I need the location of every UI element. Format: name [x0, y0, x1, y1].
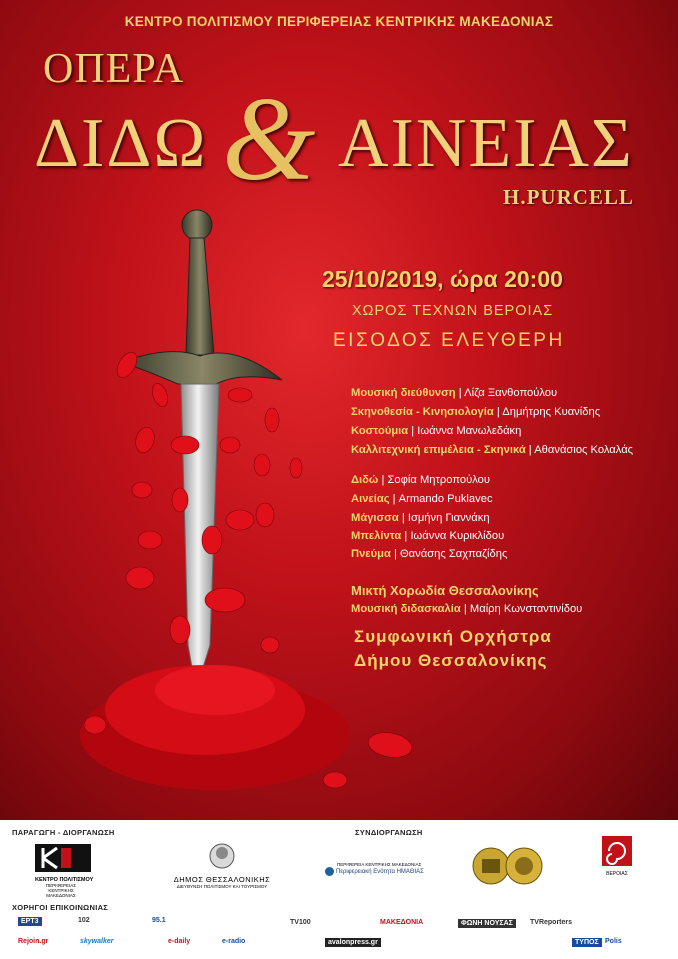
sponsor-logo: ΤΥΠΟΣ [572, 938, 602, 947]
crew-role: Σκηνοθεσία - Κινησιολογία [351, 406, 494, 418]
crew-name: Ιωάννα Μανωλεδάκη [417, 425, 522, 437]
kentro-logo-sub: ΠΕΡΙΦΕΡΕΙΑΣ ΚΕΝΤΡΙΚΗΣ ΜΑΚΕΔΟΝΙΑΣ [45, 883, 77, 898]
cast-item: Μπελίντα | Ιωάννα Κυρικλίδου [351, 530, 505, 542]
sponsor-logo: Rejoin.gr [18, 938, 49, 945]
sponsor-logo: Polis [605, 938, 622, 945]
perifereia-logo-text: Περιφερειακή Ενότητα ΗΜΑΘΙΑΣ [336, 868, 424, 875]
crew-role: Κοστούμια [351, 425, 409, 437]
sponsor-logo: ΕΡΤ3 [18, 917, 42, 926]
cast-role: Πνεύμα [351, 548, 391, 560]
crew-item: Σκηνοθεσία - Κινησιολογία | Δημήτρης Κυανίδης [351, 406, 601, 418]
title-aineias: ΑΙΝΕΙΑΣ [338, 105, 634, 182]
sponsor-logo: MAKEΔONIA [380, 919, 424, 926]
organizer-line: ΚΕΝΤΡΟ ΠΟΛΙΤΙΣΜΟΥ ΠΕΡΙΦΕΡΕΙΑΣ ΚΕΝΤΡΙΚΗΣ ΜΑΚΕΔΟΝΙΑΣ [124, 14, 554, 29]
media-sponsors-label: ΧΟΡΗΓΟΙ ΕΠΙΚΟΙΝΩΝΙΑΣ [12, 903, 109, 912]
veroia-logo-text: ΒΕΡΟΙΑΣ [606, 871, 628, 877]
sponsor-logo: 102 [78, 917, 90, 924]
cast-name: Θανάσης Σαχπαζίδης [399, 548, 508, 560]
cast-item: Μάγισσα | Ισμήνη Γιαννάκη [351, 512, 490, 524]
cast-item: Διδώ | Σοφία Μητροπούλου [351, 474, 491, 486]
event-date-time: 25/10/2019, ώρα 20:00 [322, 266, 563, 292]
perifereia-logo [325, 862, 455, 876]
crew-role: Καλλιτεχνική επιμέλεια - Σκηνικά [351, 444, 526, 456]
kentro-logo-text: ΚΕΝΤΡΟ ΠΟΛΙΤΙΣΜΟΥ [35, 877, 94, 883]
cast-name: Ισμήνη Γιαννάκη [407, 512, 490, 524]
sponsor-logo: TVReporters [530, 919, 573, 926]
choir-name: Μικτή Χορωδία Θεσσαλονίκης [351, 583, 539, 598]
composer: H.PURCELL [503, 185, 634, 209]
orchestra-line1: Συμφωνική Ορχήστρα [354, 627, 552, 646]
title-dido: ΔΙΔΩ [34, 105, 208, 182]
perifereia-logo-top: ΠΕΡΙΦΕΡΕΙΑ ΚΕΝΤΡΙΚΗΣ ΜΑΚΕΔΟΝΙΑΣ [337, 862, 422, 867]
sponsor-logo: ΦΩΝΗ ΝΟΥΣΑΣ [458, 919, 516, 928]
sponsor-logo: e-daily [168, 938, 191, 945]
petal-mound [155, 665, 275, 715]
veroia-logo [597, 836, 637, 877]
cast-name: Armando Puklavec [398, 493, 493, 505]
sponsor-logo: 95.1 [152, 917, 166, 924]
kentro-logo-icon [35, 844, 91, 872]
veroia-spiral-icon [602, 836, 632, 866]
opera-label: ΟΠΕΡΑ [43, 46, 185, 92]
choir-teacher-role: Μουσική διδασκαλία [351, 603, 461, 615]
kentro-logo [35, 844, 97, 898]
dimos-logo [162, 842, 282, 889]
sponsor-logo: TV100 [290, 919, 311, 926]
sword-pommel [182, 210, 212, 240]
sponsor-logo: e-radio [222, 938, 246, 945]
perifereia-emblem-icon [325, 867, 334, 876]
cast-role: Διδώ [351, 474, 379, 486]
event-entry: ΕΙΣΟΔΟΣ ΕΛΕΥΘΕΡΗ [333, 330, 565, 351]
production-label: ΠΑΡΑΓΩΓΗ - ΔΙΟΡΓΑΝΩΣΗ [12, 828, 115, 837]
cast-item: Πνεύμα | Θανάσης Σαχπαζίδης [351, 548, 508, 560]
sponsor-logo: skywalker [80, 938, 114, 945]
title-ampersand: & [222, 72, 316, 205]
sword-grip [186, 238, 214, 355]
choir-teacher-name: Μαίρη Κωνσταντινίδου [469, 603, 583, 615]
coins-logo [472, 846, 544, 886]
crew-item: Μουσική διεύθυνση | Λίζα Ξανθοπούλου [351, 387, 558, 399]
crew-role: Μουσική διεύθυνση [351, 387, 456, 399]
cast-role: Μάγισσα [351, 512, 399, 524]
crew-name: Αθανάσιος Κολαλάς [534, 444, 634, 456]
crew-name: Δημήτρης Κυανίδης [502, 406, 601, 418]
cast-item: Αινείας | Armando Puklavec [351, 493, 493, 505]
crew-item: Καλλιτεχνική επιμέλεια - Σκηνικά | Αθανάσιος Κολαλάς [351, 444, 634, 456]
dimos-logo-text: ΔΗΜΟΣ ΘΕΣΣΑΛΟΝΙΚΗΣ [173, 875, 271, 884]
cast-name: Ιωάννα Κυρικλίδου [410, 530, 505, 542]
event-venue: ΧΩΡΟΣ ΤΕΧΝΩΝ ΒΕΡΟΙΑΣ [352, 303, 554, 319]
cast-role: Μπελίντα [351, 530, 402, 542]
crew-name: Λίζα Ξανθοπούλου [464, 387, 558, 399]
cast-role: Αινείας [351, 493, 390, 505]
sword-crossguard [122, 352, 282, 384]
dimos-head-icon [207, 842, 237, 870]
dimos-logo-sub: ΔΙΕΥΘΥΝΣΗ ΠΟΛΙΤΙΣΜΟΥ ΚΑΙ ΤΟΥΡΙΣΜΟΥ [176, 884, 268, 889]
footer [0, 820, 678, 959]
cast-name: Σοφία Μητροπούλου [387, 474, 491, 486]
coorganization-label: ΣΥΝΔΙΟΡΓΑΝΩΣΗ [355, 828, 423, 837]
orchestra-line2: Δήμου Θεσσαλονίκης [354, 651, 548, 670]
sponsor-logo: avalonpress.gr [325, 938, 381, 947]
crew-item: Κοστούμια | Ιωάννα Μανωλεδάκη [351, 425, 522, 437]
choir-teacher: Μουσική διδασκαλία | Μαίρη Κωνσταντινίδου [351, 603, 583, 615]
